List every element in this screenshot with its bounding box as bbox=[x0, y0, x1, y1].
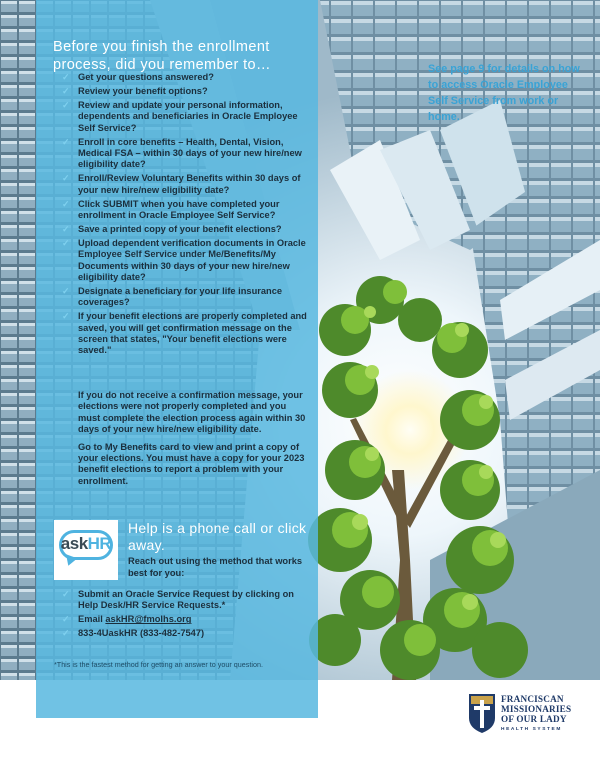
checklist-item: ✓ Upload dependent verification documents in Oracle Employee Self Service under Me/Benefits/My Documents within 30 days of your new hire/new eligibility date? bbox=[62, 237, 306, 282]
check-icon: ✓ bbox=[62, 285, 70, 296]
checklist-item: ✓ Save a printed copy of your benefit elections? bbox=[62, 223, 282, 234]
contact-service-request: ✓ Submit an Oracle Service Request by clicking on Help Desk/HR Service Requests.* bbox=[62, 589, 294, 611]
check-icon: ✓ bbox=[62, 589, 70, 599]
askhr-logo bbox=[54, 520, 118, 580]
help-title: Help is a phone call or click away. bbox=[128, 520, 307, 553]
check-icon: ✓ bbox=[62, 198, 70, 209]
check-icon: ✓ bbox=[62, 311, 70, 322]
check-icon: ✓ bbox=[62, 237, 70, 248]
checklist-item: ✓ Review and update your personal information, dependents and beneficiaries in Oracle Employee Self Service? bbox=[62, 99, 298, 133]
panel-heading: Before you finish the enrollment process, did you remember to… bbox=[53, 39, 271, 73]
check-icon: ✓ bbox=[62, 628, 70, 639]
note-paragraph: Go to My Benefits card to view and print a copy of your elections. You must have a copy for your 2023 benefit elections to report a problem with your enrollment. bbox=[78, 441, 305, 486]
page-reference-callout: See page 9 for details on how to access Oracle Employee Self Service from work or home. bbox=[428, 63, 580, 123]
checklist-item: ✓ If your benefit elections are properly completed and saved, you will get confirmation message on the screen that states, "Your benefit elections were saved." bbox=[62, 311, 307, 356]
footnote: *This is the fastest method for getting an answer to your question. bbox=[54, 660, 263, 669]
contact-email: ✓ Email askHR@fmolhs.org bbox=[62, 614, 192, 625]
logo-line-3: OF OUR LADY bbox=[501, 714, 567, 724]
checklist-panel bbox=[36, 0, 318, 718]
checklist-item: ✓ Click SUBMIT when you have completed your enrollment in Oracle Employee Self Service? bbox=[62, 198, 280, 220]
checklist-item: ✓ Designate a beneficiary for your life insurance coverages? bbox=[62, 285, 283, 308]
check-icon: ✓ bbox=[62, 85, 70, 96]
logo-line-1: FRANCISCAN bbox=[501, 694, 564, 704]
cross-shield-icon bbox=[467, 692, 497, 734]
logo-line-4: HEALTH SYSTEM bbox=[501, 727, 562, 732]
checklist-item: ✓ Get your questions answered? bbox=[62, 72, 214, 82]
checklist-item: ✓ Review your benefit options? bbox=[62, 85, 208, 96]
checklist-item: ✓ Enroll in core benefits – Health, Dental, Vision, Medical FSA – within 30 days of your new hire/new eligibility date? bbox=[62, 136, 302, 170]
checklist-item: ✓ Enroll/Review Voluntary Benefits within 30 days of your new hire/new eligibility date? bbox=[62, 173, 301, 195]
contact-phone: ✓ 833-4UaskHR (833-482-7547) bbox=[62, 628, 205, 639]
checklist bbox=[52, 72, 314, 359]
check-icon: ✓ bbox=[62, 223, 70, 234]
contact-list bbox=[52, 589, 314, 642]
check-icon: ✓ bbox=[62, 72, 70, 82]
askhr-logo-hr: HR bbox=[87, 534, 112, 553]
help-subtitle: Reach out using the method that works best for you: bbox=[128, 556, 303, 578]
check-icon: ✓ bbox=[62, 614, 70, 625]
check-icon: ✓ bbox=[62, 173, 70, 184]
notes bbox=[78, 390, 308, 493]
logo-line-2: MISSIONARIES bbox=[501, 704, 572, 714]
email-link[interactable]: askHR@fmolhs.org bbox=[105, 614, 192, 625]
check-icon: ✓ bbox=[62, 136, 70, 147]
askhr-logo-ask: ask bbox=[60, 534, 88, 553]
note-paragraph: If you do not receive a confirmation message, your elections were not properly completed and you must complete the election process again within 30 days of your new hire/new eligibility date. bbox=[78, 390, 306, 435]
check-icon: ✓ bbox=[62, 99, 70, 110]
fmol-logo bbox=[467, 690, 587, 740]
